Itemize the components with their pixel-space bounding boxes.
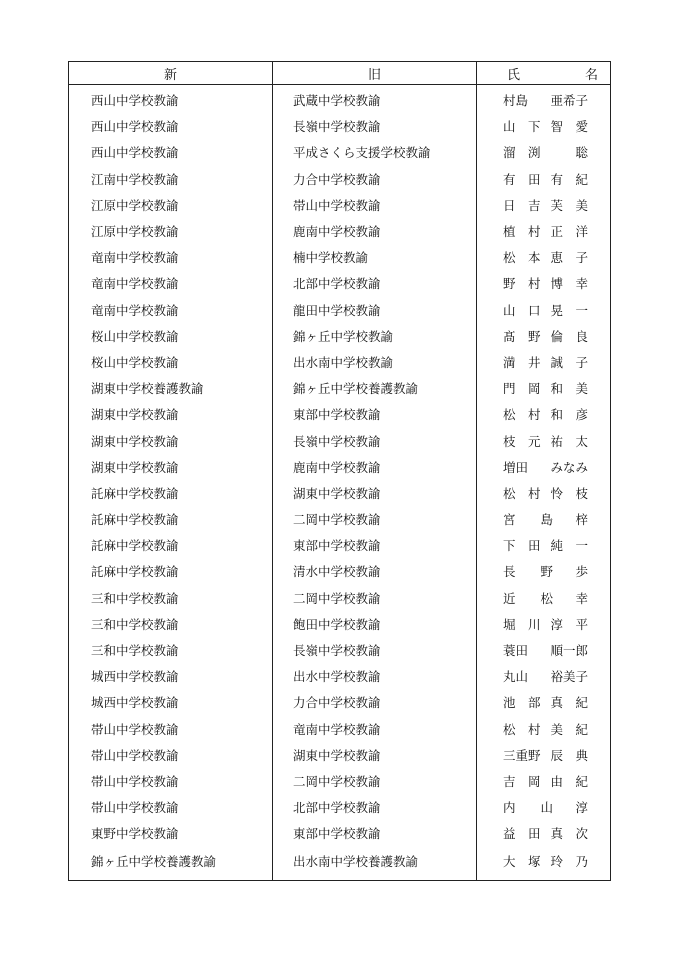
table-row: [69, 742, 611, 768]
surname: 山 下: [503, 119, 541, 135]
person-name: [477, 846, 611, 881]
given-name: 梓: [575, 512, 588, 528]
surname: 松 本: [503, 250, 541, 266]
given-name: 怜 枝: [550, 485, 588, 501]
person-name: [477, 375, 611, 401]
surname: 増田: [503, 459, 529, 475]
table-row: [69, 139, 611, 165]
old-position: 東部中学校教諭: [273, 401, 477, 427]
old-position: 楠中学校教諭: [273, 244, 477, 270]
old-position: 清水中学校教諭: [273, 558, 477, 584]
old-position: 二岡中学校教諭: [273, 768, 477, 794]
old-position: 武蔵中学校教諭: [273, 85, 477, 114]
surname: 門 岡: [503, 381, 541, 397]
person-name: [477, 454, 611, 480]
person-name: [477, 768, 611, 794]
given-name: 純 一: [550, 538, 588, 554]
surname: 丸山: [503, 669, 529, 685]
old-position: 長嶺中学校教諭: [273, 637, 477, 663]
header-name: [477, 62, 611, 85]
table-row: [69, 558, 611, 584]
table-row: [69, 427, 611, 453]
given-name: 晃 一: [550, 302, 588, 318]
person-name: [477, 742, 611, 768]
old-position: 力合中学校教諭: [273, 689, 477, 715]
new-position: 桜山中学校教諭: [91, 328, 179, 344]
table-row: [69, 323, 611, 349]
new-position: 竜南中学校教諭: [91, 276, 179, 292]
surname: 池 部: [503, 695, 541, 711]
person-name: [477, 297, 611, 323]
old-position: 龍田中学校教諭: [273, 297, 477, 323]
old-position: 出水中学校教諭: [273, 663, 477, 689]
table-row: [69, 454, 611, 480]
header-old: 旧: [273, 62, 477, 85]
person-name: [477, 427, 611, 453]
new-position: 三和中学校教諭: [91, 590, 179, 606]
old-position: 鹿南中学校教諭: [273, 454, 477, 480]
given-name: 淳 平: [550, 616, 588, 632]
surname: 枝 元: [503, 433, 541, 449]
new-position: 三和中学校教諭: [91, 643, 179, 659]
new-position: 湖東中学校教諭: [91, 433, 179, 449]
given-name: 真 次: [550, 826, 588, 842]
new-position: 西山中学校教諭: [91, 93, 179, 109]
old-position: 湖東中学校教諭: [273, 480, 477, 506]
person-name: [477, 270, 611, 296]
new-position: 託麻中学校教諭: [91, 485, 179, 501]
surname: 宮 島: [503, 512, 554, 528]
surname: 下 田: [503, 538, 541, 554]
given-name: 由 紀: [550, 773, 588, 789]
new-position: 江原中学校教諭: [91, 197, 179, 213]
old-position: 力合中学校教諭: [273, 166, 477, 192]
surname: 堀 川: [503, 616, 541, 632]
surname: 吉 岡: [503, 773, 541, 789]
table-row: [69, 401, 611, 427]
new-position: 湖東中学校養護教諭: [91, 381, 204, 397]
new-position: 帯山中学校教諭: [91, 747, 179, 763]
surname: 髙 野: [503, 328, 541, 344]
person-name: [477, 113, 611, 139]
table-row: [69, 611, 611, 637]
table-row: [69, 297, 611, 323]
person-name: [477, 480, 611, 506]
person-name: [477, 166, 611, 192]
person-name: [477, 611, 611, 637]
given-name: 歩: [575, 564, 588, 580]
person-name: [477, 820, 611, 846]
given-name: 正 洋: [550, 224, 588, 240]
surname: 松 村: [503, 485, 541, 501]
given-name: 倫 良: [550, 328, 588, 344]
table-row: [69, 480, 611, 506]
new-position: 湖東中学校教諭: [91, 459, 179, 475]
given-name: 博 幸: [550, 276, 588, 292]
old-position: 長嶺中学校教諭: [273, 427, 477, 453]
old-position: 東部中学校教諭: [273, 820, 477, 846]
table-row: [69, 85, 611, 114]
table-header-row: [69, 62, 611, 85]
given-name: 有 紀: [550, 171, 588, 187]
given-name: 美 紀: [550, 721, 588, 737]
given-name: 恵 子: [550, 250, 588, 266]
new-position: 帯山中学校教諭: [91, 721, 179, 737]
surname: 内 山: [503, 800, 554, 816]
new-position: 桜山中学校教諭: [91, 354, 179, 370]
person-name: [477, 192, 611, 218]
given-name: 誠 子: [550, 354, 588, 370]
person-name: [477, 349, 611, 375]
surname: 満 井: [503, 354, 541, 370]
table-row: [69, 349, 611, 375]
table-row: [69, 166, 611, 192]
surname: 松 村: [503, 721, 541, 737]
person-name: [477, 558, 611, 584]
given-name: 和 美: [550, 381, 588, 397]
old-position: 錦ヶ丘中学校教諭: [273, 323, 477, 349]
table-row: [69, 794, 611, 820]
given-name: 玲 乃: [550, 854, 588, 870]
old-position: 鹿南中学校教諭: [273, 218, 477, 244]
old-position: 飽田中学校教諭: [273, 611, 477, 637]
header-name-given: 名: [584, 67, 598, 83]
old-position: 錦ヶ丘中学校養護教諭: [273, 375, 477, 401]
new-position: 錦ヶ丘中学校養護教諭: [91, 854, 217, 870]
person-name: [477, 218, 611, 244]
given-name: 聡: [575, 145, 588, 161]
old-position: 二岡中学校教諭: [273, 585, 477, 611]
old-position: 東部中学校教諭: [273, 532, 477, 558]
table-body: [69, 85, 611, 881]
given-name: 幸: [575, 590, 588, 606]
person-name: [477, 244, 611, 270]
surname: 三重野: [503, 747, 541, 763]
table-row: [69, 218, 611, 244]
person-name: [477, 689, 611, 715]
old-position: 平成さくら支援学校教諭: [273, 139, 477, 165]
old-position: 北部中学校教諭: [273, 270, 477, 296]
old-position: 帯山中学校教諭: [273, 192, 477, 218]
old-position: 長嶺中学校教諭: [273, 113, 477, 139]
surname: 植 村: [503, 224, 541, 240]
person-name: [477, 794, 611, 820]
table-row: [69, 375, 611, 401]
new-position: 西山中学校教諭: [91, 145, 179, 161]
header-name-surname: 氏: [507, 67, 521, 83]
table-row: [69, 846, 611, 881]
table-row: [69, 768, 611, 794]
table-row: [69, 585, 611, 611]
given-name: みなみ: [550, 459, 588, 475]
new-position: 城西中学校教諭: [91, 695, 179, 711]
new-position: 帯山中学校教諭: [91, 800, 179, 816]
new-position: 竜南中学校教諭: [91, 302, 179, 318]
header-new: 新: [69, 62, 273, 85]
table-row: [69, 637, 611, 663]
person-name: [477, 716, 611, 742]
table-row: [69, 532, 611, 558]
surname: 日 吉: [503, 197, 541, 213]
surname: 村島: [503, 93, 529, 109]
surname: 野 村: [503, 276, 541, 292]
given-name: 和 彦: [550, 407, 588, 423]
given-name: 智 愛: [550, 119, 588, 135]
table-row: [69, 689, 611, 715]
table-row: [69, 820, 611, 846]
given-name: 裕美子: [550, 669, 588, 685]
person-name: [477, 85, 611, 114]
table-row: [69, 113, 611, 139]
new-position: 託麻中学校教諭: [91, 512, 179, 528]
new-position: 湖東中学校教諭: [91, 407, 179, 423]
new-position: 西山中学校教諭: [91, 119, 179, 135]
given-name: 順一郎: [550, 643, 588, 659]
given-name: 祐 太: [550, 433, 588, 449]
given-name: 亜希子: [550, 93, 588, 109]
table-row: [69, 192, 611, 218]
table-row: [69, 663, 611, 689]
old-position: 北部中学校教諭: [273, 794, 477, 820]
surname: 蓑田: [503, 643, 529, 659]
surname: 溜 渕: [503, 145, 541, 161]
person-name: [477, 401, 611, 427]
new-position: 託麻中学校教諭: [91, 538, 179, 554]
person-name: [477, 663, 611, 689]
surname: 大 塚: [503, 854, 541, 870]
table-row: [69, 270, 611, 296]
given-name: 淳: [575, 800, 588, 816]
old-position: 二岡中学校教諭: [273, 506, 477, 532]
person-name: [477, 532, 611, 558]
table-row: [69, 244, 611, 270]
surname: 松 村: [503, 407, 541, 423]
new-position: 江南中学校教諭: [91, 171, 179, 187]
new-position: 三和中学校教諭: [91, 616, 179, 632]
personnel-transfer-table: [68, 61, 611, 881]
old-position: 出水南中学校養護教諭: [273, 846, 477, 881]
surname: 有 田: [503, 171, 541, 187]
given-name: 芙 美: [550, 197, 588, 213]
old-position: 竜南中学校教諭: [273, 716, 477, 742]
old-position: 出水南中学校教諭: [273, 349, 477, 375]
surname: 益 田: [503, 826, 541, 842]
new-position: 城西中学校教諭: [91, 669, 179, 685]
new-position: 帯山中学校教諭: [91, 773, 179, 789]
person-name: [477, 139, 611, 165]
surname: 山 口: [503, 302, 541, 318]
table-row: [69, 716, 611, 742]
new-position: 託麻中学校教諭: [91, 564, 179, 580]
person-name: [477, 506, 611, 532]
old-position: 湖東中学校教諭: [273, 742, 477, 768]
person-name: [477, 585, 611, 611]
person-name: [477, 323, 611, 349]
new-position: 竜南中学校教諭: [91, 250, 179, 266]
given-name: 辰 典: [550, 747, 588, 763]
person-name: [477, 637, 611, 663]
new-position: 東野中学校教諭: [91, 826, 179, 842]
given-name: 真 紀: [550, 695, 588, 711]
new-position: 江原中学校教諭: [91, 224, 179, 240]
surname: 近 松: [503, 590, 554, 606]
surname: 長 野: [503, 564, 554, 580]
table-row: [69, 506, 611, 532]
